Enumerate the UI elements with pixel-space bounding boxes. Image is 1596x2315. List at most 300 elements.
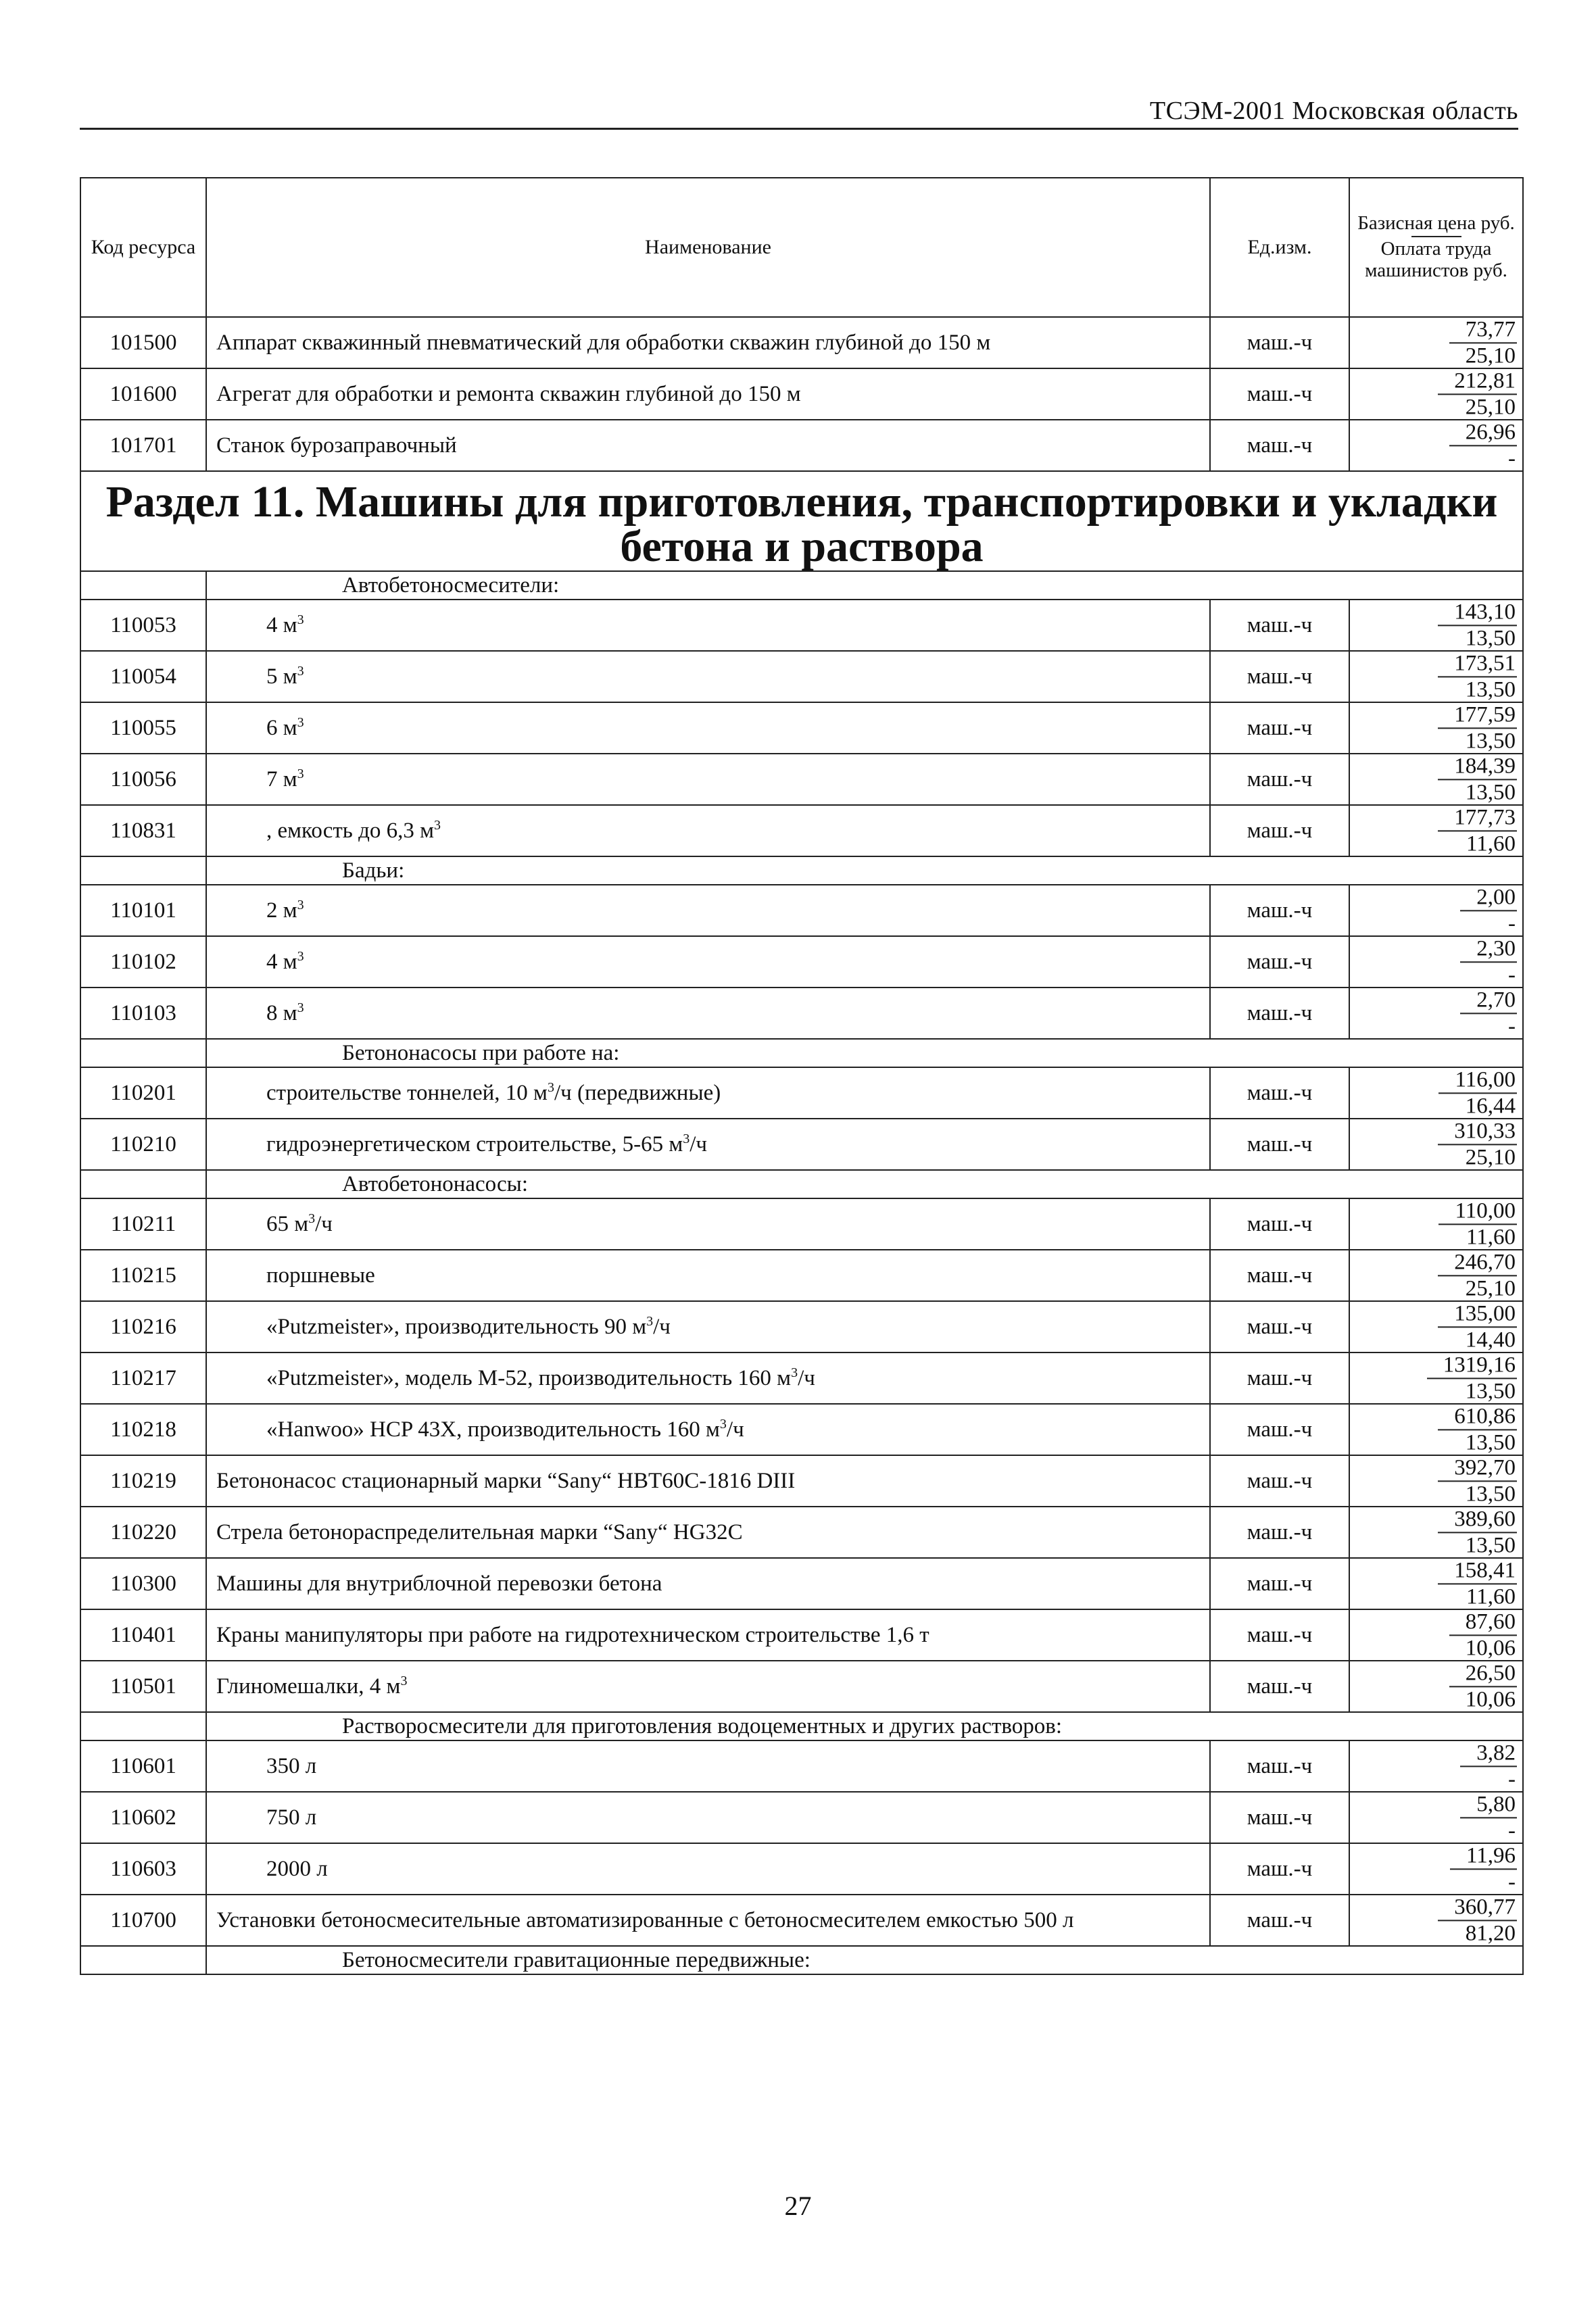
- price-stack: [1438, 703, 1517, 752]
- resource-name: [206, 988, 1210, 1039]
- resource-name: [206, 805, 1210, 856]
- resource-name-text: [216, 1315, 671, 1339]
- operator-wage: 13,50: [1465, 1379, 1516, 1403]
- base-price: 73,77: [1449, 318, 1517, 343]
- price-cell: [1349, 1507, 1523, 1558]
- name-main: 350 л: [266, 1753, 317, 1778]
- price-fraction: [1350, 1199, 1522, 1249]
- group-code-empty: [80, 1946, 206, 1974]
- resource-name: [206, 1198, 1210, 1250]
- table-row: [80, 702, 1523, 754]
- resource-name-text: [216, 1264, 375, 1288]
- resource-name: [206, 1455, 1210, 1507]
- col-header-name: Наименование: [206, 178, 1210, 317]
- name-superscript: 3: [297, 897, 304, 912]
- price-fraction: [1350, 1793, 1522, 1843]
- section-row: [80, 471, 1523, 571]
- name-main: 2 м: [266, 898, 297, 923]
- unit-of-measure: маш.-ч: [1210, 1661, 1349, 1712]
- operator-wage: 11,60: [1466, 831, 1516, 856]
- price-cell: [1349, 1119, 1523, 1170]
- unit-of-measure: маш.-ч: [1210, 1609, 1349, 1661]
- resource-code: 110210: [80, 1119, 206, 1170]
- unit-of-measure: маш.-ч: [1210, 1455, 1349, 1507]
- unit-of-measure: маш.-ч: [1210, 1301, 1349, 1353]
- table-row: [80, 1301, 1523, 1353]
- group-code-empty: [80, 1039, 206, 1067]
- name-main: 6 м: [266, 715, 297, 740]
- price-fraction: [1350, 988, 1522, 1038]
- operator-wage: -: [1508, 1818, 1516, 1843]
- page-header: [80, 97, 1518, 130]
- table-row: [80, 1507, 1523, 1558]
- header-title: ТСЭМ-2001 Московская область: [1149, 97, 1518, 125]
- price-stack: [1449, 1610, 1517, 1659]
- name-main: Агрегат для обработки и ремонта скважин глубиной до 150 м: [216, 381, 801, 406]
- name-superscript: 3: [297, 714, 304, 730]
- operator-wage: 25,10: [1465, 1145, 1516, 1169]
- price-stack: [1438, 1456, 1517, 1505]
- name-superscript: 3: [297, 1000, 304, 1015]
- price-fraction: [1350, 1741, 1522, 1791]
- resource-code: 110211: [80, 1198, 206, 1250]
- price-fraction: [1350, 1250, 1522, 1300]
- col-header-price-top: Базисная цена руб.: [1357, 212, 1515, 235]
- operator-wage: 25,10: [1465, 343, 1516, 368]
- base-price: 11,96: [1450, 1844, 1517, 1870]
- name-superscript: 3: [719, 1416, 727, 1432]
- group-heading-row: [80, 1946, 1523, 1974]
- price-cell: [1349, 1301, 1523, 1353]
- col-header-unit: Ед.изм.: [1210, 178, 1349, 317]
- base-price: 110,00: [1438, 1199, 1517, 1225]
- base-price: 2,30: [1460, 937, 1517, 962]
- table-row: [80, 1843, 1523, 1895]
- name-main: строительстве тоннелей, 10 м: [266, 1080, 548, 1105]
- resource-code: 110219: [80, 1455, 206, 1507]
- name-main: 65 м: [266, 1211, 309, 1236]
- operator-wage: 10,06: [1465, 1636, 1516, 1660]
- operator-wage: 13,50: [1465, 729, 1516, 753]
- price-cell: [1349, 420, 1523, 471]
- name-main: 5 м: [266, 664, 297, 689]
- resource-name: [206, 1661, 1210, 1712]
- name-superscript: 3: [434, 817, 441, 833]
- price-stack: [1438, 1250, 1517, 1300]
- price-stack: [1460, 1793, 1517, 1842]
- table-row: [80, 1609, 1523, 1661]
- operator-wage: 13,50: [1465, 677, 1516, 702]
- operator-wage: 13,50: [1465, 626, 1516, 650]
- name-main: 7 м: [266, 766, 297, 791]
- resource-code: 110054: [80, 651, 206, 702]
- name-main: , емкость до 6,3 м: [266, 818, 434, 843]
- group-heading: Бетоносмесители гравитационные передвижные:: [206, 1946, 1523, 1974]
- resource-code: 110700: [80, 1895, 206, 1946]
- base-price: 158,41: [1438, 1559, 1517, 1584]
- price-cell: [1349, 805, 1523, 856]
- resource-name: [206, 1250, 1210, 1301]
- resource-name-text: [216, 1909, 1073, 1932]
- table-row: [80, 1067, 1523, 1119]
- operator-wage: 25,10: [1465, 1276, 1516, 1300]
- table-row: [80, 1250, 1523, 1301]
- price-stack: [1438, 600, 1517, 650]
- price-fraction: [1350, 1895, 1522, 1945]
- price-stack: [1460, 988, 1517, 1038]
- base-price: 177,73: [1438, 806, 1517, 831]
- operator-wage: -: [1508, 1870, 1516, 1894]
- operator-wage: 11,60: [1466, 1584, 1516, 1609]
- unit-of-measure: маш.-ч: [1210, 651, 1349, 702]
- table-row: [80, 988, 1523, 1039]
- group-heading: Бадьи:: [206, 856, 1523, 885]
- resource-name: [206, 1895, 1210, 1946]
- unit-of-measure: маш.-ч: [1210, 988, 1349, 1039]
- name-main: 8 м: [266, 1000, 297, 1025]
- name-main: Машины для внутриблочной перевозки бетона: [216, 1571, 662, 1596]
- price-cell: [1349, 1404, 1523, 1455]
- resource-code: 110602: [80, 1792, 206, 1843]
- unit-of-measure: маш.-ч: [1210, 1895, 1349, 1946]
- section-title: [80, 471, 1523, 571]
- resource-name: [206, 1609, 1210, 1661]
- price-fraction: [1350, 1661, 1522, 1711]
- price-stack: [1438, 1199, 1517, 1248]
- operator-wage: 16,44: [1465, 1094, 1516, 1118]
- price-cell: [1349, 702, 1523, 754]
- resource-name-text: [216, 614, 304, 637]
- resource-name-text: [216, 1521, 743, 1544]
- operator-wage: 13,50: [1465, 1482, 1516, 1506]
- resource-name: [206, 1404, 1210, 1455]
- unit-of-measure: маш.-ч: [1210, 885, 1349, 936]
- unit-of-measure: маш.-ч: [1210, 420, 1349, 471]
- price-stack: [1449, 420, 1517, 470]
- price-stack: [1438, 369, 1517, 418]
- base-price: 177,59: [1438, 703, 1517, 729]
- price-cell: [1349, 317, 1523, 368]
- price-fraction: [1350, 318, 1522, 368]
- table-row: [80, 754, 1523, 805]
- price-cell: [1349, 1558, 1523, 1609]
- header-rule: [80, 128, 1518, 130]
- resource-name-text: [216, 1624, 929, 1647]
- unit-of-measure: маш.-ч: [1210, 1404, 1349, 1455]
- table-row: [80, 317, 1523, 368]
- group-heading-row: [80, 1712, 1523, 1740]
- base-price: 1319,16: [1427, 1353, 1517, 1379]
- price-cell: [1349, 1740, 1523, 1792]
- resource-code: 110220: [80, 1507, 206, 1558]
- table-row: [80, 805, 1523, 856]
- name-main: 4 м: [266, 949, 297, 974]
- operator-wage: 81,20: [1465, 1921, 1516, 1945]
- resource-code: 110056: [80, 754, 206, 805]
- price-fraction: [1350, 420, 1522, 470]
- group-heading-row: [80, 856, 1523, 885]
- price-fraction: [1350, 1302, 1522, 1352]
- price-cell: [1349, 1792, 1523, 1843]
- operator-wage: 10,06: [1465, 1687, 1516, 1711]
- table-row: [80, 936, 1523, 988]
- name-main: Краны манипуляторы при работе на гидротехническом строительстве 1,6 т: [216, 1622, 929, 1647]
- price-stack: [1438, 1405, 1517, 1454]
- group-heading: Автобетоносмесители:: [206, 571, 1523, 600]
- operator-wage: -: [1508, 446, 1516, 470]
- price-stack: [1460, 1741, 1517, 1790]
- price-stack: [1460, 885, 1517, 935]
- resource-code: 110216: [80, 1301, 206, 1353]
- unit-of-measure: маш.-ч: [1210, 702, 1349, 754]
- price-fraction: [1350, 1068, 1522, 1118]
- base-price: 26,96: [1449, 420, 1517, 446]
- col-header-code: Код ресурса: [80, 178, 206, 317]
- name-main: «Hanwoo» HCP 43X, производительность 160 м: [266, 1417, 720, 1442]
- price-cell: [1349, 1609, 1523, 1661]
- table-row: [80, 1119, 1523, 1170]
- table-row: [80, 1661, 1523, 1712]
- resource-name: [206, 754, 1210, 805]
- unit-of-measure: маш.-ч: [1210, 805, 1349, 856]
- price-stack: [1438, 754, 1517, 804]
- resource-code: 110215: [80, 1250, 206, 1301]
- group-code-empty: [80, 1170, 206, 1198]
- price-cell: [1349, 1455, 1523, 1507]
- resource-code: 110201: [80, 1067, 206, 1119]
- group-heading: Растворосмесители для приготовления водоцементных и других растворов:: [206, 1712, 1523, 1740]
- price-stack: [1438, 1302, 1517, 1351]
- name-suffix: /ч: [726, 1417, 744, 1442]
- price-cell: [1349, 988, 1523, 1039]
- unit-of-measure: маш.-ч: [1210, 754, 1349, 805]
- price-fraction: [1350, 754, 1522, 804]
- price-cell: [1349, 1067, 1523, 1119]
- name-main: Стрела бетонораспределительная марки “Sany“ HG32C: [216, 1519, 743, 1544]
- resource-name: [206, 1558, 1210, 1609]
- unit-of-measure: маш.-ч: [1210, 368, 1349, 420]
- unit-of-measure: маш.-ч: [1210, 1792, 1349, 1843]
- price-fraction: [1350, 937, 1522, 987]
- price-fraction: [1350, 1610, 1522, 1660]
- price-stack: [1449, 1661, 1517, 1711]
- price-fraction: [1350, 1507, 1522, 1557]
- base-price: 184,39: [1438, 754, 1517, 780]
- name-superscript: 3: [683, 1131, 690, 1146]
- name-main: 4 м: [266, 612, 297, 637]
- operator-wage: 13,50: [1465, 1533, 1516, 1557]
- unit-of-measure: маш.-ч: [1210, 1353, 1349, 1404]
- resource-name-text: [216, 1857, 328, 1881]
- price-fraction: [1350, 1844, 1522, 1894]
- group-heading-row: [80, 571, 1523, 600]
- resource-code: 110218: [80, 1404, 206, 1455]
- price-cell: [1349, 1250, 1523, 1301]
- resource-name-text: [216, 1367, 815, 1390]
- name-superscript: 3: [308, 1211, 316, 1226]
- resource-name-text: [216, 1806, 316, 1830]
- name-main: поршневые: [266, 1263, 375, 1288]
- base-price: 2,00: [1460, 885, 1517, 911]
- col-header-price-bottom: Оплата труда машинистов руб.: [1365, 238, 1507, 281]
- group-code-empty: [80, 856, 206, 885]
- price-cell: [1349, 1353, 1523, 1404]
- group-heading: Автобетононасосы:: [206, 1170, 1523, 1198]
- resource-name: [206, 936, 1210, 988]
- name-superscript: 3: [297, 948, 304, 964]
- resource-name: [206, 600, 1210, 651]
- group-heading: Бетононасосы при работе на:: [206, 1039, 1523, 1067]
- price-cell: [1349, 936, 1523, 988]
- table-header-row: [80, 178, 1523, 317]
- price-cell: [1349, 368, 1523, 420]
- section-title-line1: Раздел 11. Машины для приготовления, транспортировки и укладки: [105, 477, 1498, 527]
- resource-code: 110102: [80, 936, 206, 988]
- resource-name-text: [216, 1675, 407, 1699]
- unit-of-measure: маш.-ч: [1210, 600, 1349, 651]
- unit-of-measure: маш.-ч: [1210, 317, 1349, 368]
- table-row: [80, 1198, 1523, 1250]
- operator-wage: 13,50: [1465, 1430, 1516, 1455]
- resource-code: 110501: [80, 1661, 206, 1712]
- table-row: [80, 1455, 1523, 1507]
- resource-code: 101500: [80, 317, 206, 368]
- base-price: 143,10: [1438, 600, 1517, 626]
- resource-name: [206, 368, 1210, 420]
- price-cell: [1349, 885, 1523, 936]
- table-row: [80, 1404, 1523, 1455]
- col-header-price-divider: [1411, 236, 1461, 237]
- resource-name-text: [216, 1572, 662, 1596]
- price-cell: [1349, 1895, 1523, 1946]
- table-row: [80, 420, 1523, 471]
- name-main: «Putzmeister», модель М-52, производительность 160 м: [266, 1365, 792, 1390]
- operator-wage: 14,40: [1465, 1327, 1516, 1352]
- base-price: 135,00: [1438, 1302, 1517, 1327]
- resource-code: 101600: [80, 368, 206, 420]
- unit-of-measure: маш.-ч: [1210, 936, 1349, 988]
- price-stack: [1438, 1507, 1517, 1557]
- section-title-line2: бетона и раствора: [620, 522, 984, 571]
- price-fraction: [1350, 369, 1522, 419]
- unit-of-measure: маш.-ч: [1210, 1067, 1349, 1119]
- resource-code: 110601: [80, 1740, 206, 1792]
- price-fraction: [1350, 885, 1522, 935]
- table-row: [80, 368, 1523, 420]
- resource-name: [206, 1119, 1210, 1170]
- resource-code: 110101: [80, 885, 206, 936]
- resource-name-text: [216, 1755, 316, 1778]
- resource-code: 110603: [80, 1843, 206, 1895]
- resource-code: 110401: [80, 1609, 206, 1661]
- price-fraction: [1350, 1405, 1522, 1455]
- resource-code: 110053: [80, 600, 206, 651]
- resource-name-text: [216, 1418, 744, 1442]
- base-price: 360,77: [1438, 1895, 1517, 1921]
- resource-name-text: [216, 899, 304, 923]
- table-row: [80, 1558, 1523, 1609]
- price-fraction: [1350, 1119, 1522, 1169]
- resource-name-text: [216, 434, 457, 458]
- price-stack: [1438, 1068, 1517, 1117]
- price-fraction: [1350, 1456, 1522, 1506]
- name-superscript: 3: [297, 766, 304, 781]
- base-price: 116,00: [1438, 1068, 1517, 1094]
- name-main: Станок бурозаправочный: [216, 433, 457, 458]
- operator-wage: -: [1508, 1767, 1516, 1791]
- resource-name-text: [216, 331, 990, 355]
- price-fraction: [1350, 703, 1522, 753]
- name-main: Глиномешалки, 4 м: [216, 1674, 401, 1699]
- operator-wage: -: [1508, 911, 1516, 935]
- table-row: [80, 885, 1523, 936]
- price-cell: [1349, 651, 1523, 702]
- page-number: 27: [784, 2191, 812, 2221]
- group-heading-row: [80, 1170, 1523, 1198]
- price-fraction: [1350, 652, 1522, 702]
- unit-of-measure: маш.-ч: [1210, 1198, 1349, 1250]
- price-cell: [1349, 1661, 1523, 1712]
- resource-name: [206, 1353, 1210, 1404]
- name-superscript: 3: [646, 1313, 654, 1329]
- resource-code: 110831: [80, 805, 206, 856]
- unit-of-measure: маш.-ч: [1210, 1250, 1349, 1301]
- price-stack: [1438, 1119, 1517, 1169]
- price-stack: [1450, 1844, 1517, 1893]
- operator-wage: -: [1508, 1014, 1516, 1038]
- price-cell: [1349, 754, 1523, 805]
- unit-of-measure: маш.-ч: [1210, 1740, 1349, 1792]
- price-stack: [1438, 1559, 1517, 1608]
- base-price: 310,33: [1438, 1119, 1517, 1145]
- table-row: [80, 1740, 1523, 1792]
- resource-name-text: [216, 1133, 707, 1156]
- name-main: «Putzmeister», производительность 90 м: [266, 1314, 647, 1339]
- base-price: 173,51: [1438, 652, 1517, 677]
- resource-name: [206, 1740, 1210, 1792]
- price-stack: [1460, 937, 1517, 986]
- price-fraction: [1350, 1559, 1522, 1609]
- price-stack: [1438, 806, 1517, 855]
- name-main: 2000 л: [266, 1856, 328, 1881]
- table-row: [80, 1792, 1523, 1843]
- resource-name-text: [216, 665, 304, 689]
- name-main: 750 л: [266, 1805, 317, 1830]
- resource-name: [206, 1792, 1210, 1843]
- resource-name-text: [216, 716, 304, 740]
- price-fraction: [1350, 1353, 1522, 1403]
- base-price: 246,70: [1438, 1250, 1517, 1276]
- name-suffix: /ч: [315, 1211, 333, 1236]
- resource-name: [206, 317, 1210, 368]
- resource-name-text: [216, 950, 304, 974]
- table-row: [80, 651, 1523, 702]
- name-main: Бетононасос стационарный марки “Sany“ HBT60C-1816 DIII: [216, 1468, 796, 1493]
- base-price: 389,60: [1438, 1507, 1517, 1533]
- resource-name: [206, 885, 1210, 936]
- base-price: 2,70: [1460, 988, 1517, 1014]
- operator-wage: 25,10: [1465, 395, 1516, 419]
- resource-code: 101701: [80, 420, 206, 471]
- unit-of-measure: маш.-ч: [1210, 1558, 1349, 1609]
- resource-name: [206, 702, 1210, 754]
- name-superscript: 3: [400, 1673, 408, 1688]
- base-price: 5,80: [1460, 1793, 1517, 1818]
- price-fraction: [1350, 600, 1522, 650]
- name-suffix: /ч: [653, 1314, 671, 1339]
- resource-name: [206, 1843, 1210, 1895]
- name-superscript: 3: [297, 663, 304, 679]
